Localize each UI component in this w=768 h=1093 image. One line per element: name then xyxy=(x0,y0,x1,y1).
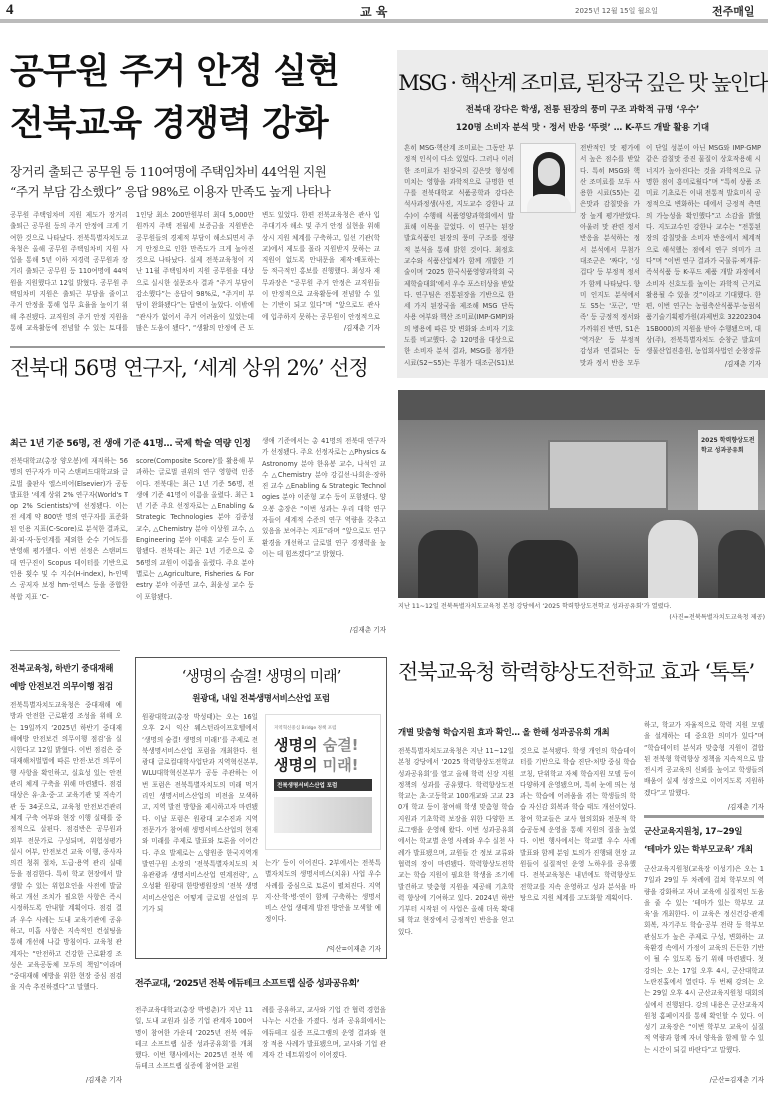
article-column: 흔히 MSG·핵산계 조미료는 그동안 부정적 인식이 다소 있었다. 그러나 이러한 조미료가 된장국의 깊은맛 형성에 미치는 영향을 과학적으로 규명한 연구를 전북대학교 식품공학과 강다은 석사과정생(사진, 지도교수 강한나 교수)이 수행해 식품영양과학회에서 발표해 이목을 끌었다. 이 연구는 된장 발효식품인 된장의 풍미 구조를 정량적 분석을 통해 밝힌 것이다. 최정호 교수와 식품산업체가 함께 개발한 기술이며 '2025 한국식품영양과학회 국제학술대회'에서 우수 포스터상을 받았다. 연구팀은 전통된장을 기반으로 한 세 가지 된장국을 제조해 MSG 단독 사용 여부와 핵산 조미료(IMP·GMP)와의 병용에 따른 맛 변화와 소비자 기호도를 비교했다. 총 120명을 대상으로 한 소비자 분석 결과, MSG를 첨가한 시료(S2~S5)는 무첨가 대조군(S1)보 xyxy=(404,144,514,367)
photo-caption: 지난 11~12일 전북특별자치도교육청 본청 강당에서 ‘2025 학력향상도전학교 성과공유회’가 열렸다. xyxy=(398,603,672,610)
subheadline-2: “주거 부담 감소했다” 응답 98%로 이용자 만족도 높게 나타나 xyxy=(10,184,331,199)
msg-headline: MSG · 핵산계 조미료, 된장국 깊은 맛 높인다 xyxy=(398,71,767,95)
poster-line1a: 생명의 xyxy=(274,736,323,754)
byline: /군산=김재춘 기자 xyxy=(709,1076,764,1084)
divider xyxy=(644,815,764,818)
byline: /김재춘 기자 xyxy=(724,360,761,368)
article-column: 것으로 분석됐다. 학생 개인의 학습데이터를 기반으로 학습 진단-처방 중심 학습코칭, 단위학교 자체 학습지원 모델 등이 다양하게 운영됐으며, 특히 눈에 띄는 성과는 학습에 어려움을 겪는 학생들의 학습 자신감 회복과 학습 태도 개선이었다. 참여 학교들은 교사 협의회와 전문적 학습공동체 운영을 통해 지원의 질을 높였다. 이번 행사에서는 학교별 우수 사례 발표와 함께 분임 토의가 진행돼 현장 교원들이 실질적인 운영 노하우를 공유했다. 전북교육청은 내년에도 학력향상도전학교를 지속 운영하고 성과 분석을 바탕으로 지원 체계를 고도화할 계획이다. xyxy=(520,747,636,902)
poster-band: 전북생명서비스산업 포럼 xyxy=(274,779,372,791)
article-column: score(Composite Score)’를 활용해 부과하는 글로벌 권위의 연구 영향력 인증이다. 전북대는 최근 1년 기준 56명, 전 생애 기준 41명이 이름을 올렸다. 최근 1년 기준 주요 선정자로는 △Enabling & Strategic Technologies 분야 김종성 교수, △Chemistry 분야 이상원 교수, △Engineering 분야 이태훈 교수 등이 포함됐다. 전북대는 최근 1년 기준으로 총 56명의 교원이 이름을 올렸다. 주요 분야별로는 △Agriculture, Fisheries & Forestry 분야 이종민 교수, 최윤성 교수 등이 포함됐다. xyxy=(136,457,254,601)
event-photo xyxy=(398,390,765,598)
gunsan-headline-1: 군산교육지원청, 17~29일 xyxy=(644,827,743,837)
byline: /김재춘 기자 xyxy=(85,1076,122,1084)
divider xyxy=(10,346,385,348)
subheadline: 최근 1년 기준 56명, 전 생애 기준 41명… 국제 학술 역량 인정 xyxy=(10,439,251,449)
edutech-headline: 전주교대, ‘2025년 전북 에듀테크 소프트랩 실증 성과공유회’ xyxy=(135,979,360,989)
headline-safety-2: 예방 안전보건 의무이행 점검 xyxy=(10,682,113,692)
reporter-photo xyxy=(520,143,576,213)
subheadline-1: 장거리 출퇴근 공무원 등 110여명에 주택임차비 44억원 지원 xyxy=(10,164,327,179)
article-column: 전북특별자치도교육청은 중대재해 예방과 안전한 근로환경 조성을 위해 오는 19일까지 ‘2025년 하반기 중대재해예방 안전보건 의무이행 점검’을 실시한다고 12일 밝혔다. 이번 점검은 중대재해처벌법에 따른 안전·보건 의무이행 사항을 확인하고, 실효성 있는 안전관리 체계 구축을 위해 마련됐다. 점검 대상은 유·초·중·고 교육기관 및 직속기관 등 34곳으로, 교육청 안전보건관리체계 구축 여부와 현장 이행 실태를 중점적으로 살핀다. 점검반은 공무원과 외부 전문가로 구성되며, 위험성평가 실시 여부, 안전보건 교육 이행, 종사자 의견 청취 절차, 도급·용역 관리 실태 등을 점검한다. 특히 학교 현장에서 발생할 수 있는 위험요인을 사전에 발굴하고 개선 조치가 필요한 사항은 즉시 시정하도록 안내할 계획이다. 점검 결과 우수 사례는 도내 교육기관에 공유하고, 미흡 사항은 지속적인 컨설팅을 통해 개선해 나갈 방침이다. 교육청 관계자는 “안전하고 건강한 근로환경 조성은 교육공동체 모두의 책임”이라며 “중대재해 예방을 위한 현장 중심 점검을 지속 추진하겠다”고 말했다. xyxy=(10,701,122,992)
byline: /김재춘 기자 xyxy=(343,324,380,332)
poster-line2b: 미래! xyxy=(322,756,359,774)
article-column: 는가’ 등이 이어진다. 2부에서는 전북특별자치도의 생명서비스(치유) 사업 우수 사례를 중심으로 토론이 펼쳐진다. 지역 지·산·학·병·연이 함께 구축하는 생명서비스 산업 생태계 발전 방안을 모색할 예정이다. xyxy=(265,859,381,924)
article-column: 변도 있었다. 한편 전북교육청은 관사 입주대기자 해소 및 주거 안정 실현을 위해 상시 지원 체계를 구축하고, 일선 기관(학교)에서 제도를 몰라 지원받지 못하는 교직원이 없도록 안내문을 제작·배포하는 등 적극적인 홍보를 진행했다. 최성자 재무과장은 “공무원 주거 안정은 교직원들이 안정적으로 교육활동에 전념할 수 있는 기반이 되고 있다”며 “앞으로도 관사에 입주하지 못하는 공무원이 안정적으로 xyxy=(262,211,380,321)
headline-line-2: 전북교육 경쟁력 강화 xyxy=(10,104,328,144)
article-column: 전북대학교(총장 양오봉)에 재직하는 56명의 연구자가 미국 스탠퍼드대학교와 글로벌 출판사 엘스비어(Elsevier)가 공동 발표한 '세계 상위 2% 연구자(World's Top 2% Scientists)'에 선정됐다. 이는 전 세계 약 800만 명의 연구자를 표준화된 인용 지표(C-Score)로 분석한 결과로, 최·피·자·동인계를 제외한 순수 기여도를 반영해 평가했다. 이번 선정은 스탠퍼드대 연구진이 Scopus 데이터를 기반으로 인용 횟수 및 수 지수(H-index), h-인덱스 공저자 보정 hm-인덱스 등을 종합한 복합 지표 ‘C- xyxy=(10,457,128,601)
projection-screen xyxy=(548,440,668,510)
forum-poster xyxy=(265,714,381,850)
poster-top-text: 지역혁신중심 Bridge 정책 포럼 xyxy=(274,726,337,731)
forum-subheadline: 원광대, 내일 전북생명서비스산업 포럼 xyxy=(192,694,330,704)
poster-line1b: 숨결! xyxy=(322,736,359,754)
article-column: 공무원 주택임차비 지원 제도가 장거리 출퇴근 공무원 등의 주거 안정에 크게 기여한 것으로 나타났다. 전북특별자치도교육청은 올해 공무원 주택임차비 지원 사업을 통해 5년 이하 저경력 공무원과 장거리 출퇴근 공무원 등 110여명에 44억원을 지원했다고 12일 밝혔다. 공무원 주택임차비 지원은 출퇴근 부담을 줄이고 주거 안정을 통해 업무 효율을 높이기 위해 추진됐다. 교직원의 주거 안정 지원을 통해 교육활동에 전념할 수 있는 토대를 xyxy=(10,211,128,332)
headline-safety-1: 전북교육청, 하반기 중대재해 xyxy=(10,664,114,674)
article-column-narrow: 전반적인 맛 평가에서 높은 점수를 받았다. 특히 MSG와 핵산 조미료를 모두 사용한 시료(S5)는 깊은맛과 감칠맛을 가장 높게 평가받았다. 아울러 맛 관련 정서 반응을 분석하는 정서 분석에서 무첨가 대조군은 '짜다', '싱겁다' 등 부정적 정서가 함께 나타났다. 향미 인지도 분석에서도 S5는 '포근', '만족' 등 긍정적 정서와 가까워진 반면, S1은 '역겨운' 등 부정적 감성과 연결되는 등 맛과 정서 반응 모두 xyxy=(580,144,640,367)
subheadline: 개별 맞춤형 학습지원 효과 확인… 올 한해 성과공유회 개최 xyxy=(398,728,610,738)
article-column: 원광대학교(총장 박성태)는 오는 16일 오후 2시 익산 웨스턴라이프호텔에서 ‘생명의 숨결! 생명의 미래!’를 주제로 전북생명서비스산업 포럼을 개최한다. 원광대 글로컬대학사업단과 지역혁신본부, WLU대학혁신본부가 공동 주관하는 이번 포럼은 전북특별자치도의 미래 먹거리인 생명서비스산업의 비전을 모색하고, 지역 발전 방향을 제시하고자 마련됐다. 이날 포럼은 원광대 교수진과 지역 전문가가 참여해 생명서비스산업의 현재와 미래를 주제로 발표와 토론을 이어간다. 주요 발제로는 △양원종 한국지역개발연구원 소장의 ‘전북특별자치도의 치유관광과 생명서비스산업 연계전략’, △오성환 원광대 한방병원장의 ‘전북 생명서비스산업은 어떻게 글로벌 산업의 무기가 되 xyxy=(142,713,258,914)
headline-school: 전북교육청 학력향상도전학교 효과 ‘톡톡’ xyxy=(398,660,755,684)
article-column: 생애 기준에서는 총 41명의 전북대 연구자가 선정됐다. 주요 선정자로는 △Physics & Astronomy 분야 한유봉 교수, 나석인 교수 △Chemistry 분야 강길선·나희운·장하진 교수 △Enabling & Strategic Technologies 분야 이준형 교수 등이 포함됐다. 양오봉 총장은 “이번 성과는 우리 대학 연구자들이 세계적 수준의 연구 역량을 갖추고 있음을 보여주는 지표”라며 “앞으로도 연구 환경을 개선하고 글로벌 연구 경쟁력을 높이는 데 힘쓰겠다”고 밝혔다. xyxy=(262,437,386,558)
divider xyxy=(10,650,120,651)
headline-top2pct: 전북대 56명 연구자, ‘세계 상위 2%’ 선정 xyxy=(10,356,368,380)
forum-headline: ‘생명의 숨결! 생명의 미래’ xyxy=(181,667,341,685)
issue-date: 2025년 12월 15일 월요일 xyxy=(575,7,658,15)
article-column: 이 단일 성분이 아닌 MSG와 IMP·GMP 같은 감칠맛 증진 물질이 상호작용해 시너지가 높아진다는 것을 과학적으로 규명한 점이 흥미로웠다”며 “특히 상품 조미료 기초로든 이내 전통적 발효미식 공정적으로 변화하는 데에서 긍정적 측면의 가능성을 확인했다”고 소감을 밝혔다. 지도교수인 강한나 교수는 “전통된장의 감칠맛을 소비자 반응에서 체계적으로 해석했는 점에서 연구 의미가 크다”며 “이번 연구 결과가 국물류·찌개류·즉석식품 등 K-푸드 제품 개발 과정에서 소비자 신호도를 높이는 과학적 근거로 활용될 수 있을 것”이라고 기대했다. 한편, 이번 연구는 농림축산식품부·농림식품기술기획평가원(과제번호 322023041SB000)의 지원을 받아 수행됐으며, 대상(주), 전북특별자치도 순창군 발효미생물산업진흥원, 농업회사법인 순창장류 xyxy=(646,144,761,356)
photo-credit: (사진=전북특별자치도교육청 제공) xyxy=(669,614,765,621)
article-column: 전북특별자치도교육청은 지난 11~12일 본청 강당에서 ‘2025 학력향상도전학교 성과공유회’를 열고 올해 학력 신장 지원 정책의 성과를 공유했다. 학력향상도전학교는 초·고등학교 100개교와 고교 230개 학교 등이 참여해 학생 맞춤형 학습지원과 기초학력 보장을 위한 다양한 프로그램을 운영해 왔다. 이번 성과공유회에서는 학교별 운영 사례와 우수 실천 사례가 발표됐으며, 교원들 간 정보 교류와 협력의 장이 마련됐다. 학력향상도전학교는 학습 지원이 필요한 학생을 조기에 발견하고 맞춤형 지원을 제공해 기초학력 향상에 기여하고 있다. 2024년 하반기부터 시작된 이 사업은 올해 더욱 확대돼 학교 현장에서 긍정적인 반응을 얻고 있다. xyxy=(398,747,514,936)
newspaper-logo: 전주매일 xyxy=(712,5,755,18)
headline-line-1: 공무원 주거 안정 실현 xyxy=(10,52,339,92)
msg-sub-2: 120명 소비자 분석 맛 · 정서 반응 ‘뚜렷’ … K-푸드 개발 활용 기대 xyxy=(455,123,710,133)
article-column: 하고, 학교가 자율적으로 학력 지원 모델을 설계하는 데 중요한 의미가 있다”며 “학습데이터 분석과 맞춤형 지원이 결합된 전북형 학력향상 정책을 지속적으로 발전시켜 공교육의 신뢰를 높이고 학생들의 배움이 실제 성장으로 이어지도록 지원하겠다”고 말했다. xyxy=(644,721,764,797)
event-banner: 2025 학력향상도전학교 성과공유회 xyxy=(698,430,758,520)
article-column: 전주교육대학교(총장 박병춘)가 지난 11일, 도내 교원과 실증 기업 관계자 100여 명이 참여한 가운데 ‘2025년 전북 에듀테크 소프트랩 실증 성과공유회’를 개최했다. 이번 행사에서는 2025년 전북 에듀테크 소프트랩 실증에 참여한 교원 xyxy=(135,1006,253,1071)
article-column: 군산교육지원청(교육장 이성기)은 오는 17일과 29일 두 차례에 걸쳐 학부모의 역량을 강화하고 자녀 교육에 실질적인 도움을 줄 수 있는 ‘테마가 있는 학부모 교육’을 개최한다. 이 교육은 정신건강·관계 회복, 자기주도 학습·공부 전략 등 학부모 관심도가 높은 주제로 구성, 변화하는 교육환경 속에서 가정이 교육의 든든한 기반이 될 수 있도록 돕기 위해 마련됐다. 첫 강의는 오는 17일 오후 4시, 군산대학교 노란진홀에서 열린다. 두 번째 강의는 오는 29일 오후 4시 군산교육지원청 대회의실에서 진행된다. 강의 내용은 군산교육지원청 홈페이지를 통해 확인할 수 있다. 이성기 교육장은 “이번 학부모 교육이 실질적 역량과 함께 자녀 양육을 함께 할 수 있는 시간이 되길 바란다”고 말했다. xyxy=(644,865,764,1054)
poster-line2a: 생명의 xyxy=(274,756,323,774)
byline: /익산=이재춘 기자 xyxy=(326,945,381,953)
header-divider xyxy=(0,19,768,23)
page-number: 4 xyxy=(6,2,14,18)
byline: /김재춘 기자 xyxy=(727,803,764,811)
msg-sub-1: 전북대 강다은 학생, 전통 된장의 풍미 구조 과학적 규명 ‘우수’ xyxy=(465,105,700,115)
gunsan-headline-2: ‘테마가 있는 학부모교육’ 개최 xyxy=(644,845,753,855)
byline: /김재춘 기자 xyxy=(349,626,386,634)
article-column: 1인당 최소 200만원부터 최대 5,000만원까지 주택 전월세 보증금을 지원받은 공무원들의 경제적 부담이 해소되면서 주거 안정으로 인한 만족도가 크게 높아진 것으로 나타났다. 실제 전북교육청이 지난 11월 주택임차비 지원 공무원을 대상으로 실시한 설문조사 결과 “주거 부담이 감소했다”는 응답이 98%로, “주거비 부담이 완화됐다”는 답변이 높았다. 이밖에 “관사가 없어서 주거 어려움이 있었는데 많은 도움이 됐다”, “생활의 안정에 큰 도 xyxy=(136,211,254,332)
article-column: 례를 공유하고, 교사와 기업 간 협력 경험을 나누는 시간을 가졌다. 성과 공유회에서는 에듀테크 실증 프로그램의 운영 결과와 현장 적용 사례가 발표됐으며, 교사와 기업 관계자 간 네트워킹이 이어졌다. xyxy=(262,1006,386,1060)
section-title: 교 육 xyxy=(360,5,388,19)
